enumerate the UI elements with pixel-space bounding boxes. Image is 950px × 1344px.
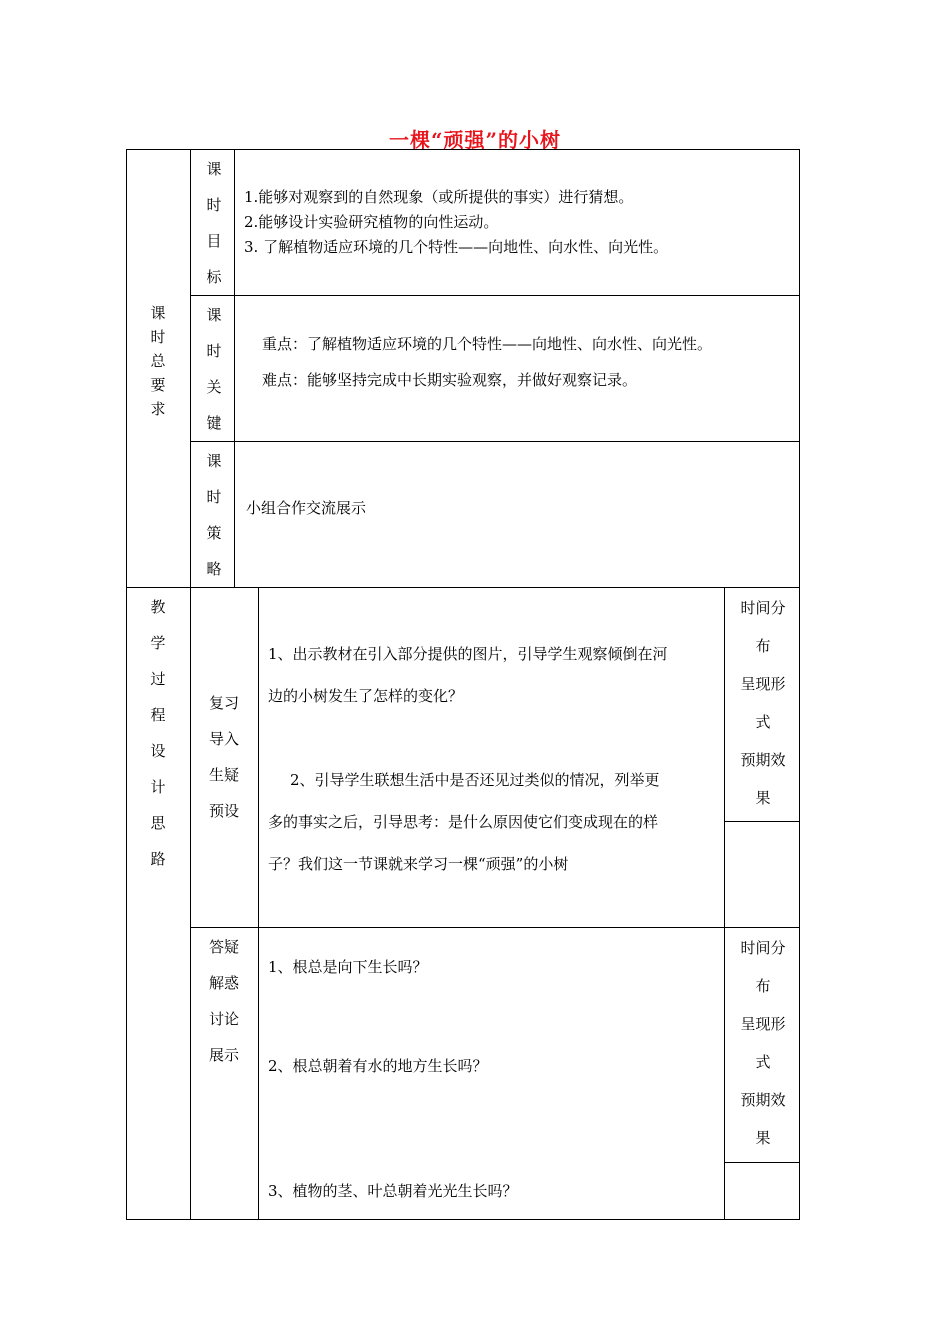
goal-line-2: 2.能够设计实验研究植物的向性运动。 (244, 213, 499, 231)
table-border-right (799, 149, 800, 1220)
section-divider (126, 587, 800, 588)
discussion-label: 答疑 解惑 讨论 展示 (208, 938, 239, 1064)
goal-line-3: 3. 了解植物适应环境的几个特性——向地性、向水性、向光性。 (244, 238, 669, 256)
row-divider-discussion (190, 927, 800, 928)
review-side-note: 时间分 布 呈现形 式 预期效 果 (740, 599, 786, 807)
review-intro-label: 复习 导入 生疑 预设 (208, 694, 239, 820)
row-divider-key (190, 441, 800, 442)
discussion-question-3: 3、植物的茎、叶总朝着光光生长吗？ (268, 1182, 518, 1200)
lesson-plan-table (126, 149, 800, 1220)
side-divider-review (724, 821, 800, 822)
table-border-top (126, 149, 800, 150)
goals-label: 课 时 目 标 (206, 160, 222, 286)
col-divider-side (724, 587, 725, 1220)
key-points-label: 课 时 关 键 (206, 306, 222, 432)
teaching-process-label: 教 学 过 程 设 计 思 路 (150, 598, 166, 868)
table-border-left (126, 149, 127, 1220)
discussion-question-1: 1、根总是向下生长吗？ (268, 958, 428, 976)
key-difficulty-line: 难点：能够坚持完成中长期实验观察，并做好观察记录。 (262, 371, 638, 389)
table-border-bottom (126, 1219, 800, 1220)
goal-line-1: 1.能够对观察到的自然现象（或所提供的事实）进行猜想。 (244, 188, 634, 206)
overall-requirements-label: 课 时 总 要 求 (150, 304, 166, 418)
col-divider-label-bottom (258, 587, 259, 1220)
side-divider-discussion (724, 1162, 800, 1163)
row-divider-goals (190, 295, 800, 296)
col-divider-left-bottom (190, 587, 191, 1220)
review-paragraph-2: 2、引导学生联想生活中是否还见过类似的情况，列举更 多的事实之后，引导思考：是什么原因使它们变成现在的样 子？我们这一节课就来学习一棵“顽强”的小树 (268, 771, 660, 873)
strategy-label: 课 时 策 略 (206, 452, 222, 578)
document-title: 一棵“顽强”的小树 (388, 128, 561, 152)
discussion-question-2: 2、根总朝着有水的地方生长吗？ (268, 1057, 488, 1075)
col-divider-left-top (190, 149, 191, 587)
review-paragraph-1: 1、出示教材在引入部分提供的图片，引导学生观察倾倒在河 边的小树发生了怎样的变化？ (268, 645, 668, 705)
discussion-side-note: 时间分 布 呈现形 式 预期效 果 (740, 939, 786, 1147)
key-focus-line: 重点：了解植物适应环境的几个特性——向地性、向水性、向光性。 (262, 335, 713, 353)
col-divider-label-top (234, 149, 235, 587)
strategy-text: 小组合作交流展示 (246, 499, 367, 517)
